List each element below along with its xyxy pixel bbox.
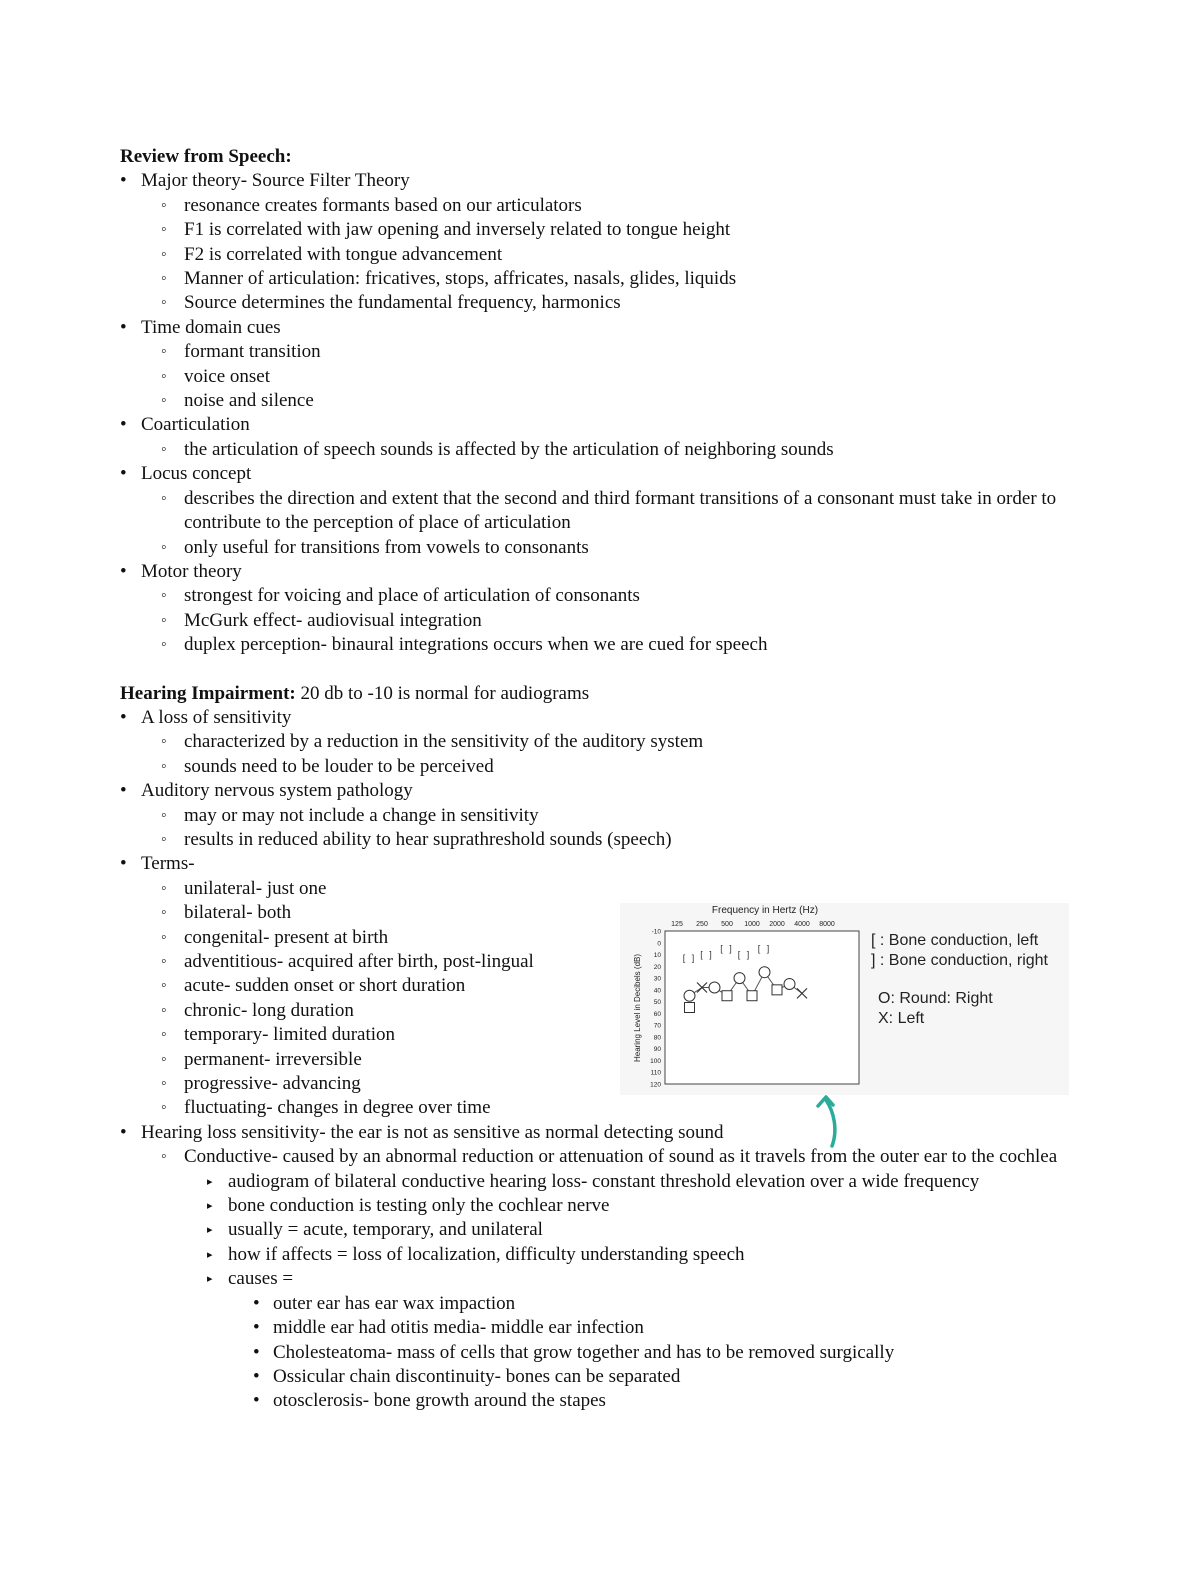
legend-bone-right: ] : Bone conduction, right: [871, 952, 1048, 969]
list-item: ◦ Source determines the fundamental frequency, harmonics: [141, 291, 1080, 315]
list-item: ▸ how if affects = loss of localization, difficulty understanding speech: [184, 1243, 1080, 1267]
list-item: ◦ formant transition: [141, 340, 1080, 364]
left-ear-square-mark: [772, 985, 782, 995]
audiogram-title: Frequency in Hertz (Hz): [711, 905, 819, 916]
db-tick-label: 120: [650, 1081, 661, 1089]
square-mark: [685, 1003, 695, 1013]
legend-bone-left: [ : Bone conduction, left: [871, 932, 1039, 949]
list-item: ◦ fluctuating- changes in degree over time: [141, 1096, 1080, 1120]
db-tick-label: 100: [650, 1057, 661, 1065]
list-item: ◦ results in reduced ability to hear suprathreshold sounds (speech): [141, 828, 1080, 852]
list-item: ◦ permanent- irreversible: [141, 1048, 1080, 1072]
db-tick-label: 50: [653, 999, 661, 1007]
db-tick-label: 0: [657, 940, 661, 948]
right-ear-circle-mark: [709, 982, 720, 993]
list-item: ◦ may or may not include a change in sensitivity: [141, 804, 1080, 828]
list-item: • middle ear had otitis media- middle ear infection: [228, 1316, 1080, 1340]
freq-tick-label: 250: [696, 921, 708, 928]
right-ear-circle-mark: [784, 978, 795, 989]
freq-tick-label: 2000: [769, 921, 785, 928]
right-ear-circle-mark: [734, 973, 745, 984]
list-item: ◦ acute- sudden onset or short duration: [141, 974, 1080, 998]
list-item: • outer ear has ear wax impaction: [228, 1292, 1080, 1316]
bone-conduction-mark: [ ]: [720, 943, 734, 954]
list-item: ◦ F2 is correlated with tongue advancement: [141, 243, 1080, 267]
list-item: ◦ only useful for transitions from vowels to consonants: [141, 536, 1080, 560]
list-item: ◦ characterized by a reduction in the sensitivity of the auditory system: [141, 730, 1080, 754]
arrow-up-icon: [812, 1090, 852, 1152]
freq-tick-label: 4000: [794, 921, 810, 928]
list-item: ◦ describes the direction and extent that the second and third formant transitions of a consonant must take in order to contribute to the perception of place of articulation: [141, 487, 1080, 536]
db-tick-label: 110: [650, 1069, 661, 1077]
db-tick-label: 80: [653, 1034, 661, 1042]
list-item: ▸ causes = • outer ear has ear wax impaction • middle ear had otitis media- middle ear infection • Cholesteatoma- mass of cells that grow together and has to be removed surgically • Ossicular chain discontinuity- bones can be separated • otosclerosis- bone growth around the stapes: [184, 1267, 1080, 1413]
db-tick-label: 10: [653, 952, 661, 960]
legend-left-ear: X: Left: [878, 1010, 925, 1027]
list-item: ◦ chronic- long duration: [141, 999, 1080, 1023]
list-item: • A loss of sensitivity ◦ characterized by a reduction in the sensitivity of the auditory system ◦ sounds need to be louder to be perceived: [120, 706, 1080, 779]
list-item: ◦ adventitious- acquired after birth, post-lingual: [141, 950, 1080, 974]
right-ear-circle-mark: [684, 990, 695, 1001]
speech-heading: Review from Speech:: [120, 146, 292, 167]
bone-conduction-mark: [ ]: [737, 949, 752, 960]
list-item: • Major theory- Source Filter Theory ◦ resonance creates formants based on our articulators ◦ F1 is correlated with jaw opening and inversely related to tongue height ◦ F2 is correlated with tongue advancement ◦ Manner of articulation: fricatives, stops, affricates, nasals, glides, liquids ◦ Source determines the fundamental frequency, harmonics: [120, 169, 1080, 315]
list-item: ◦ Conductive- caused by an abnormal reduction or attenuation of sound as it travels from the outer ear to the cochlea ▸ audiogram of bilateral conductive hearing loss- constant threshold elevation over a wide frequency ▸ bone conduction is testing only the cochlear nerve ▸ usually = acute, temporary, and unilateral ▸ how if affects = loss of localization, difficulty understanding speech ▸ causes = • outer ear has ear wax impaction • middle ear had otitis media- middle ear infection • Cholesteatoma- mass of cells that grow together and has to be removed surgically • Ossicular chain discontinuity- bones can be separated • otosclerosis- bone growth around the stapes: [141, 1145, 1080, 1413]
list-item: ◦ unilateral- just one: [141, 877, 1080, 901]
speech-list: [120, 169, 1080, 657]
list-item: ◦ bilateral- both: [141, 901, 1080, 925]
list-item: ◦ Manner of articulation: fricatives, stops, affricates, nasals, glides, liquids: [141, 267, 1080, 291]
freq-tick-label: 125: [671, 921, 683, 928]
list-item: ◦ sounds need to be louder to be perceived: [141, 755, 1080, 779]
list-item: ▸ bone conduction is testing only the cochlear nerve: [184, 1194, 1080, 1218]
list-item: ◦ resonance creates formants based on our articulators: [141, 194, 1080, 218]
document: [120, 145, 1080, 1414]
list-item: ◦ voice onset: [141, 365, 1080, 389]
list-item: ◦ temporary- limited duration: [141, 1023, 1080, 1047]
audiogram-figure: [620, 903, 1069, 1095]
db-tick-label: 30: [653, 975, 661, 983]
hearing-heading: Hearing Impairment: 20 db to -10 is normal for audiograms: [120, 682, 590, 704]
legend-right-ear: O: Round: Right: [878, 990, 993, 1007]
list-item: ◦ the articulation of speech sounds is affected by the articulation of neighboring sounds: [141, 438, 1080, 462]
list-item: ▸ usually = acute, temporary, and unilateral: [184, 1218, 1080, 1242]
bone-conduction-mark: [ ]: [757, 943, 772, 954]
list-item: • otosclerosis- bone growth around the stapes: [228, 1389, 1080, 1413]
bone-conduction-mark: [ ]: [700, 949, 714, 960]
list-item: • Motor theory ◦ strongest for voicing and place of articulation of consonants ◦ McGurk effect- audiovisual integration ◦ duplex perception- binaural integrations occurs when we are cued for speech: [120, 560, 1080, 658]
list-item: ◦ strongest for voicing and place of articulation of consonants: [141, 584, 1080, 608]
hearing-heading-note: 20 db to -10 is normal for audiograms: [295, 682, 590, 704]
list-item: • Ossicular chain discontinuity- bones can be separated: [228, 1365, 1080, 1389]
db-tick-label: 90: [653, 1046, 661, 1054]
list-item: • Coarticulation ◦ the articulation of speech sounds is affected by the articulation of neighboring sounds: [120, 413, 1080, 462]
list-item: ◦ F1 is correlated with jaw opening and inversely related to tongue height: [141, 218, 1080, 242]
db-tick-label: 20: [653, 963, 661, 971]
list-item: • Terms- ◦ unilateral- just one ◦ bilateral- both ◦ congenital- present at birth ◦ adventitious- acquired after birth, post-lingual ◦ acute- sudden onset or short duration ◦ chronic- long duration ◦ temporary- limited duration ◦ permanent- irreversible ◦ progressive- advancing ◦ fluctuating- changes in degree over time: [120, 852, 1080, 1120]
audiogram-ylabel: Hearing Level in Decibels (dB): [633, 953, 642, 1063]
list-item: ◦ congenital- present at birth: [141, 926, 1080, 950]
bone-conduction-mark: [ ]: [682, 953, 697, 964]
list-item: ▸ audiogram of bilateral conductive hearing loss- constant threshold elevation over a wide frequency: [184, 1170, 1080, 1194]
db-tick-label: -10: [651, 928, 661, 936]
right-ear-circle-mark: [759, 967, 770, 978]
list-item: • Cholesteatoma- mass of cells that grow together and has to be removed surgically: [228, 1341, 1080, 1365]
list-item: ◦ duplex perception- binaural integrations occurs when we are cued for speech: [141, 633, 1080, 657]
freq-tick-label: 1000: [744, 921, 760, 928]
list-item: • Hearing loss sensitivity- the ear is not as sensitive as normal detecting sound ◦ Conductive- caused by an abnormal reduction or attenuation of sound as it travels from the outer ear to the cochlea ▸ audiogram of bilateral conductive hearing loss- constant threshold elevation over a wide frequency ▸ bone conduction is testing only the cochlear nerve ▸ usually = acute, temporary, and unilateral ▸ how if affects = loss of localization, difficulty understanding speech ▸ causes = • outer ear has ear wax impaction • middle ear had otitis media- middle ear infection • Cholesteatoma- mass of cells that grow together and has to be removed surgically • Ossicular chain discontinuity- bones can be separated • otosclerosis- bone growth around the stapes: [120, 1121, 1080, 1414]
left-ear-square-mark: [747, 991, 757, 1001]
freq-tick-label: 500: [721, 921, 733, 928]
list-item: ◦ noise and silence: [141, 389, 1080, 413]
db-tick-label: 40: [653, 987, 661, 995]
left-ear-square-mark: [722, 991, 732, 1001]
list-item: • Auditory nervous system pathology ◦ may or may not include a change in sensitivity ◦ results in reduced ability to hear suprathreshold sounds (speech): [120, 779, 1080, 852]
list-item: • Locus concept ◦ describes the direction and extent that the second and third formant transitions of a consonant must take in order to contribute to the perception of place of articulation ◦ only useful for transitions from vowels to consonants: [120, 462, 1080, 560]
db-tick-label: 60: [653, 1010, 661, 1018]
list-item: ◦ progressive- advancing: [141, 1072, 1080, 1096]
list-item: ◦ McGurk effect- audiovisual integration: [141, 609, 1080, 633]
freq-tick-label: 8000: [819, 921, 835, 928]
audiogram-chart: [620, 903, 1069, 1095]
list-item: • Time domain cues ◦ formant transition ◦ voice onset ◦ noise and silence: [120, 316, 1080, 414]
db-tick-label: 70: [653, 1022, 661, 1030]
